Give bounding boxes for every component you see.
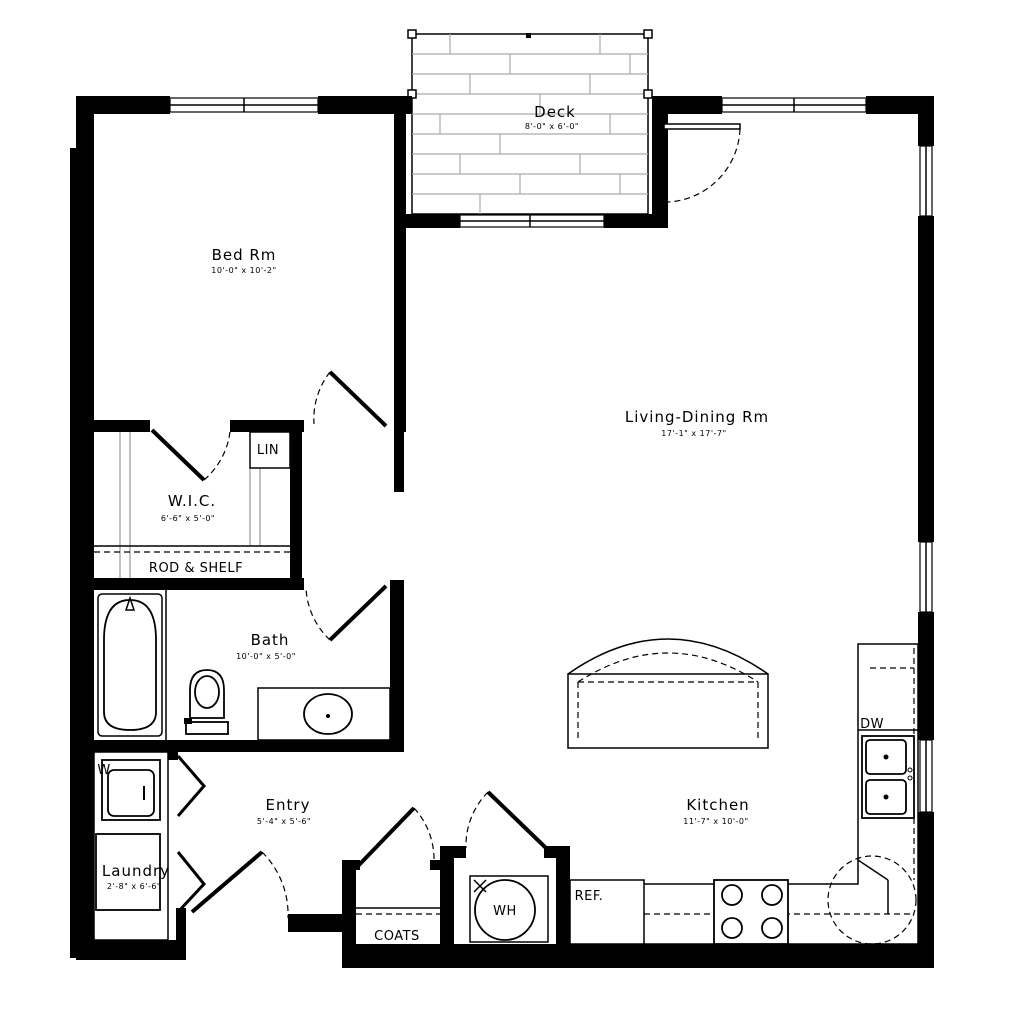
- range: [714, 880, 788, 944]
- kitchen-fixtures: [568, 639, 918, 944]
- wic-door: [152, 430, 230, 480]
- room-dims-living: 17'-1" x 17'-7": [661, 429, 727, 438]
- dishwasher-label: DW: [860, 717, 884, 732]
- washer: [102, 760, 160, 820]
- wh-door: [466, 792, 546, 848]
- bath-fixtures: [98, 590, 390, 740]
- room-name-living: Living-Dining Rm: [624, 408, 770, 426]
- coats-label: COATS: [374, 929, 420, 944]
- room-dims-wic: 6'-6" x 5'-0": [160, 514, 216, 523]
- room-name-entry: Entry: [265, 796, 311, 814]
- kitchen-sink: [862, 736, 914, 818]
- corner-cabinet: [828, 856, 916, 944]
- room-dims-deck: 8'-0" x 6'-0": [524, 122, 580, 131]
- toilet: [184, 670, 228, 734]
- rod-shelf-label: ROD & SHELF: [148, 561, 244, 576]
- laundry-fixtures: [94, 752, 171, 940]
- linen-label: LIN: [256, 443, 280, 458]
- refrigerator-label: REF.: [574, 889, 604, 904]
- bath-door: [306, 586, 386, 640]
- vanity: [258, 688, 390, 740]
- room-name-deck: Deck: [534, 103, 576, 121]
- deck-door: [664, 124, 740, 202]
- coats-door: [358, 808, 434, 866]
- entry-door: [192, 852, 288, 918]
- room-dims-kitchen: 11'-7" x 10'-0": [683, 817, 749, 826]
- room-dims-entry: 5'-4" x 5'-6": [256, 817, 312, 826]
- washer-label: W: [97, 763, 111, 778]
- bedroom-door: [314, 372, 386, 426]
- water-heater-label: WH: [493, 904, 517, 919]
- room-name-laundry: Laundry: [101, 862, 171, 880]
- room-dims-bedroom: 10'-0" x 10'-2": [211, 266, 277, 275]
- bathtub: [98, 594, 162, 736]
- room-name-bedroom: Bed Rm: [211, 246, 277, 264]
- laundry-door-upper: [178, 756, 204, 816]
- island: [568, 639, 768, 748]
- room-dims-bath: 10'-0" x 5'-0": [236, 652, 296, 661]
- room-name-wic: W.I.C.: [167, 492, 217, 510]
- doors: [152, 124, 740, 918]
- room-name-bath: Bath: [250, 631, 290, 649]
- room-dims-laundry: 2'-8" x 6'-6": [106, 882, 162, 891]
- room-name-kitchen: Kitchen: [686, 796, 750, 814]
